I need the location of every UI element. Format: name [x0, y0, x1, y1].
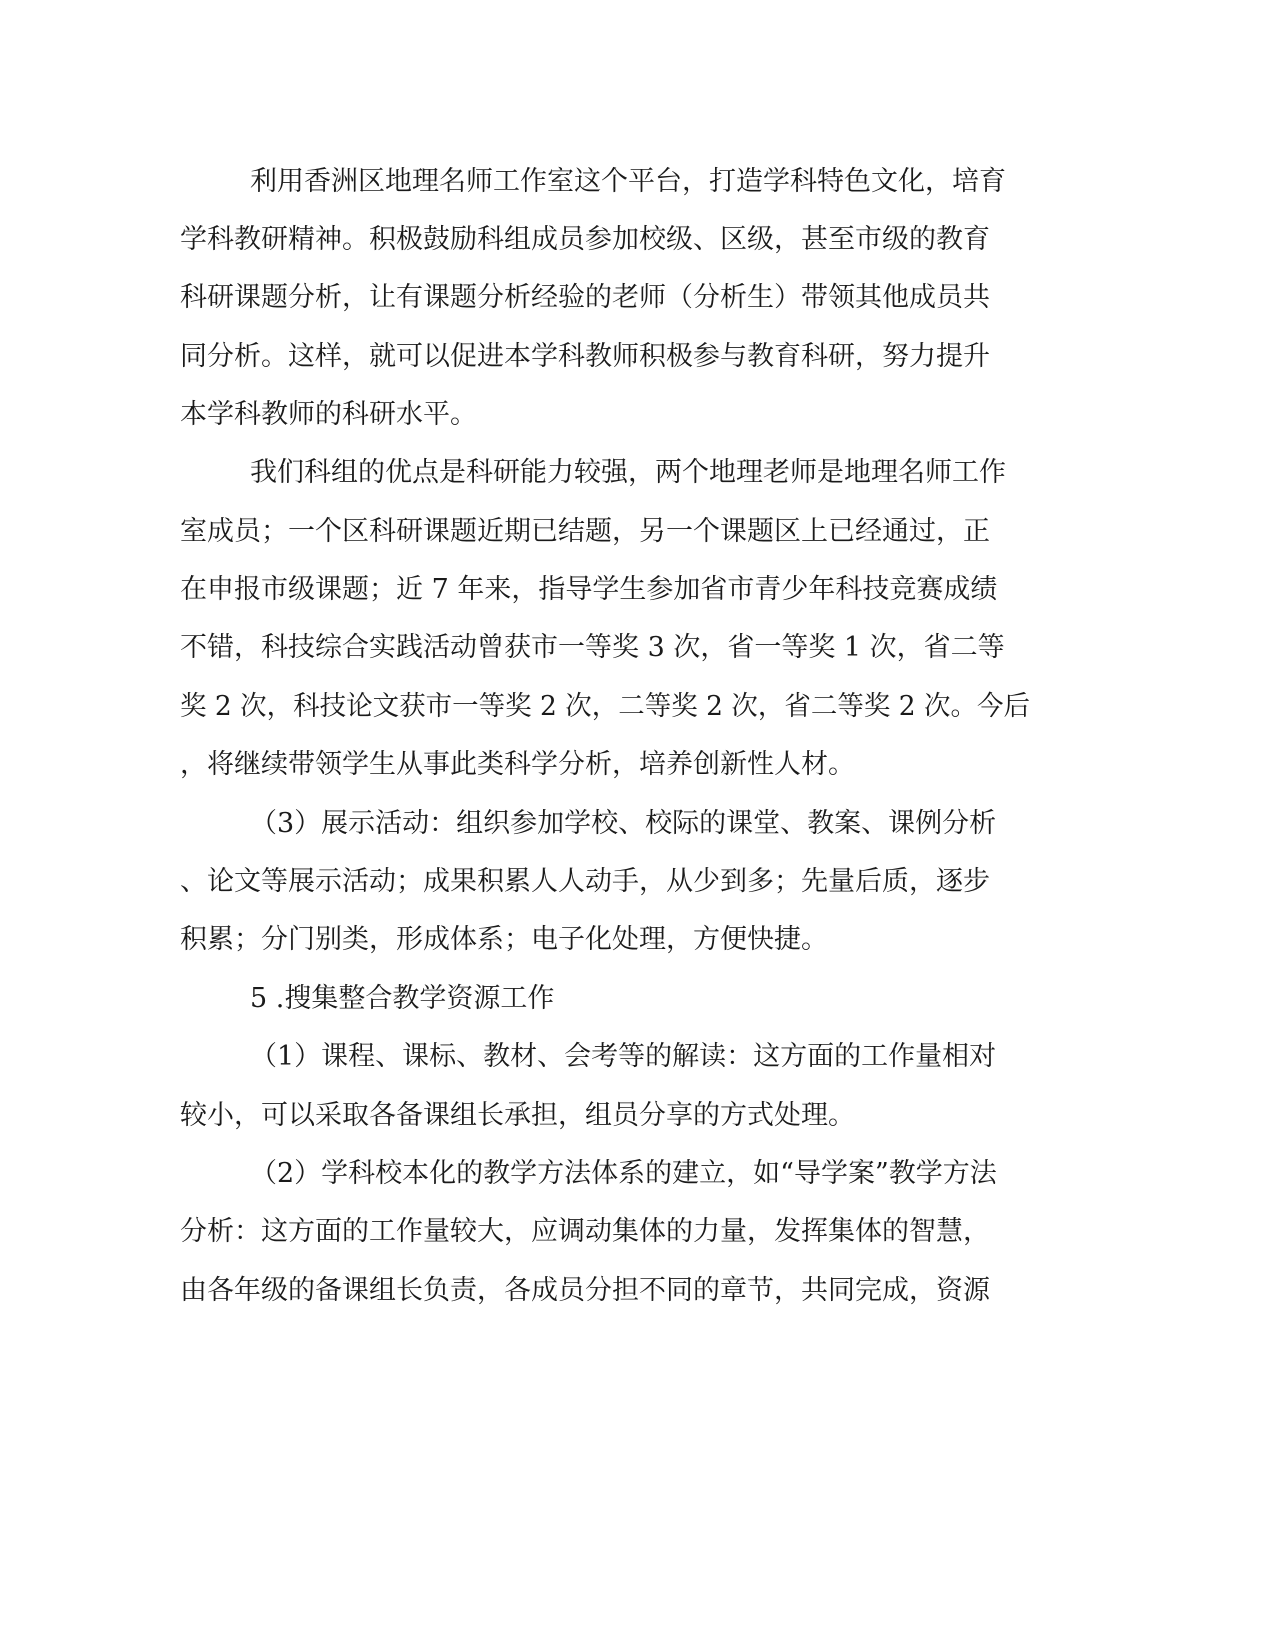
text-line	[0, 512, 1275, 552]
text-line-content: 、论文等展示活动；成果积累人人动手，从少到多；先量后质，逐步	[180, 866, 990, 897]
text-line	[0, 453, 1275, 493]
text-line	[0, 395, 1275, 435]
text-line	[0, 162, 1275, 202]
text-line	[0, 570, 1275, 610]
text-line-content: 积累；分门别类，形成体系；电子化处理，方便快捷。	[180, 924, 828, 955]
text-line-content: 由各年级的备课组长负责，各成员分担不同的章节，共同完成，资源	[180, 1275, 990, 1306]
text-line-content: 在申报市级课题；近 7 年来，指导学生参加省市青少年科技竞赛成绩	[180, 574, 998, 605]
text-line-content: 奖 2 次，科技论文获市一等奖 2 次，二等奖 2 次，省二等奖 2 次。今后	[180, 691, 1031, 722]
text-line-content: 分析：这方面的工作量较大，应调动集体的力量，发挥集体的智慧，	[180, 1216, 990, 1247]
text-line	[0, 278, 1275, 318]
text-line	[0, 1271, 1275, 1311]
text-line-content: 科研课题分析，让有课题分析经验的老师（分析生）带领其他成员共	[180, 282, 990, 313]
text-line-content: （1）课程、课标、教材、会考等的解读：这方面的工作量相对	[250, 1041, 997, 1072]
text-line	[0, 337, 1275, 377]
text-line	[0, 804, 1275, 844]
text-line	[0, 1096, 1275, 1136]
text-line	[0, 862, 1275, 902]
text-line	[0, 1037, 1275, 1077]
text-line-content: 5 .搜集整合教学资源工作	[250, 983, 555, 1014]
text-line-content: （3）展示活动：组织参加学校、校际的课堂、教案、课例分析	[250, 808, 997, 839]
text-line	[0, 220, 1275, 260]
text-line-content: 我们科组的优点是科研能力较强，两个地理老师是地理名师工作	[250, 457, 1006, 488]
text-line-content: 室成员；一个区科研课题近期已结题，另一个课题区上已经通过，正	[180, 516, 990, 547]
text-line	[0, 920, 1275, 960]
text-line	[0, 1154, 1275, 1194]
text-line-content: 同分析。这样，就可以促进本学科教师积极参与教育科研，努力提升	[180, 341, 990, 372]
text-line-content: 较小，可以采取各备课组长承担，组员分享的方式处理。	[180, 1100, 855, 1131]
text-line	[0, 687, 1275, 727]
text-line	[0, 1212, 1275, 1252]
text-line-content: （2）学科校本化的教学方法体系的建立，如“导学案”教学方法	[250, 1158, 997, 1189]
text-line-content: 利用香洲区地理名师工作室这个平台，打造学科特色文化，培育	[250, 166, 1006, 197]
text-line-content: 不错，科技综合实践活动曾获市一等奖 3 次，省一等奖 1 次，省二等	[180, 632, 1005, 663]
text-line	[0, 979, 1275, 1019]
text-line-content: 本学科教师的科研水平。	[180, 399, 477, 430]
text-line-content: ，将继续带领学生从事此类科学分析，培养创新性人材。	[180, 749, 855, 780]
text-line	[0, 745, 1275, 785]
text-line	[0, 628, 1275, 668]
text-line-content: 学科教研精神。积极鼓励科组成员参加校级、区级，甚至市级的教育	[180, 224, 990, 255]
